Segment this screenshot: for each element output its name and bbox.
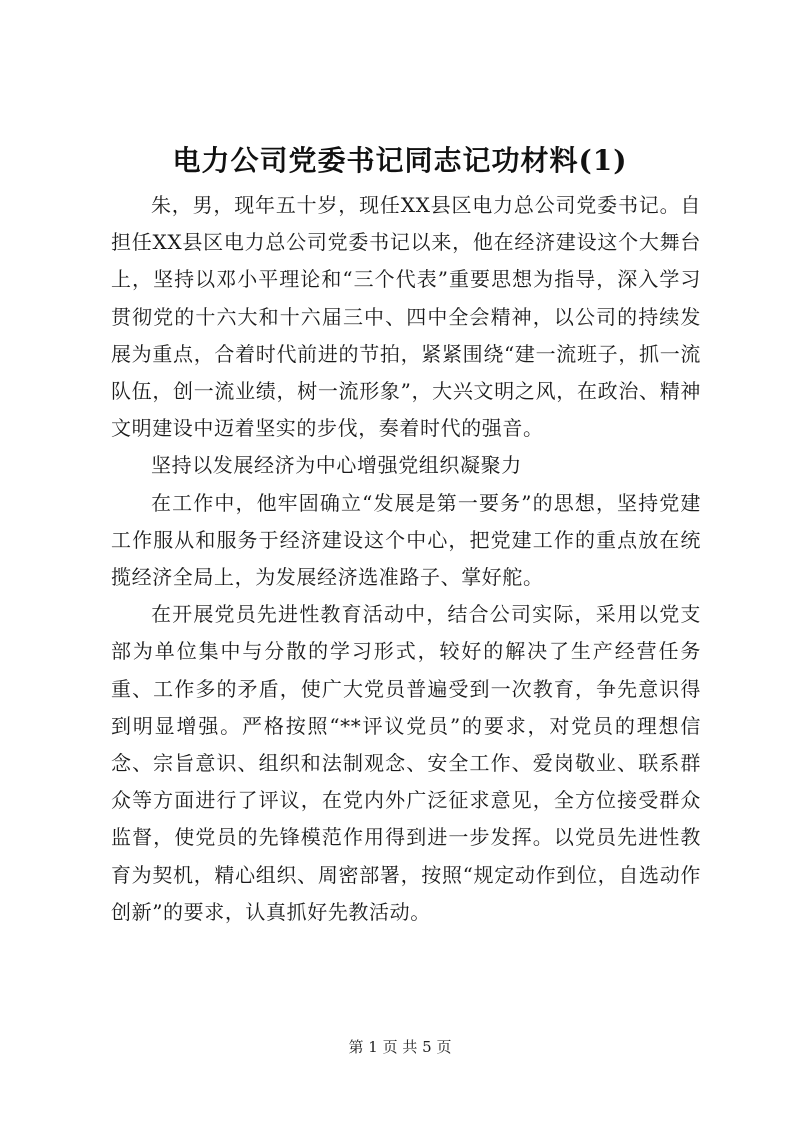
paragraph-education: 在开展党员先进性教育活动中，结合公司实际，采用以党支部为单位集中与分散的学习形式，较好的解决了生产经营任务重、工作多的矛盾，使广大党员普遍受到一次教育，争先意识得到明显增强。严格按照“**评议党员”的要求，对党员的理想信念、宗旨意识、组织和法制观念、安全工作、爱岗敬业、联系群众等方面进行了评议，在党内外广泛征求意见，全方位接受群众监督，使党员的先锋模范作用得到进一步发挥。以党员先进性教育为契机，精心组织、周密部署，按照“规定动作到位，自选动作创新”的要求，认真抓好先教活动。 xyxy=(111,602,701,924)
document-title: 电力公司党委书记同志记功材料(1) xyxy=(172,144,628,177)
section-heading: 坚持以发展经济为中心增强党组织凝聚力 xyxy=(151,453,522,478)
page-footer: 第 1 页 共 5 页 xyxy=(348,1038,452,1056)
paragraph-intro: 朱，男，现年五十岁，现任XX县区电力总公司党委书记。自担任XX县区电力总公司党委书记以来，他在经济建设这个大舞台上，坚持以邓小平理论和“三个代表”重要思想为指导，深入学习贯彻党的十六大和十六届三中、四中全会精神，以公司的持续发展为重点，合着时代前进的节拍，紧紧围绕“建一流班子，抓一流队伍，创一流业绩，树一流形象”，大兴文明之风，在政治、精神文明建设中迈着坚实的步伐，奏着时代的强音。 xyxy=(111,193,701,441)
paragraph-work: 在工作中，他牢固确立“发展是第一要务”的思想，坚持党建工作服从和服务于经济建设这个中心，把党建工作的重点放在统揽经济全局上，为发展经济选准路子、掌好舵。 xyxy=(111,490,701,590)
document-body xyxy=(111,187,701,931)
